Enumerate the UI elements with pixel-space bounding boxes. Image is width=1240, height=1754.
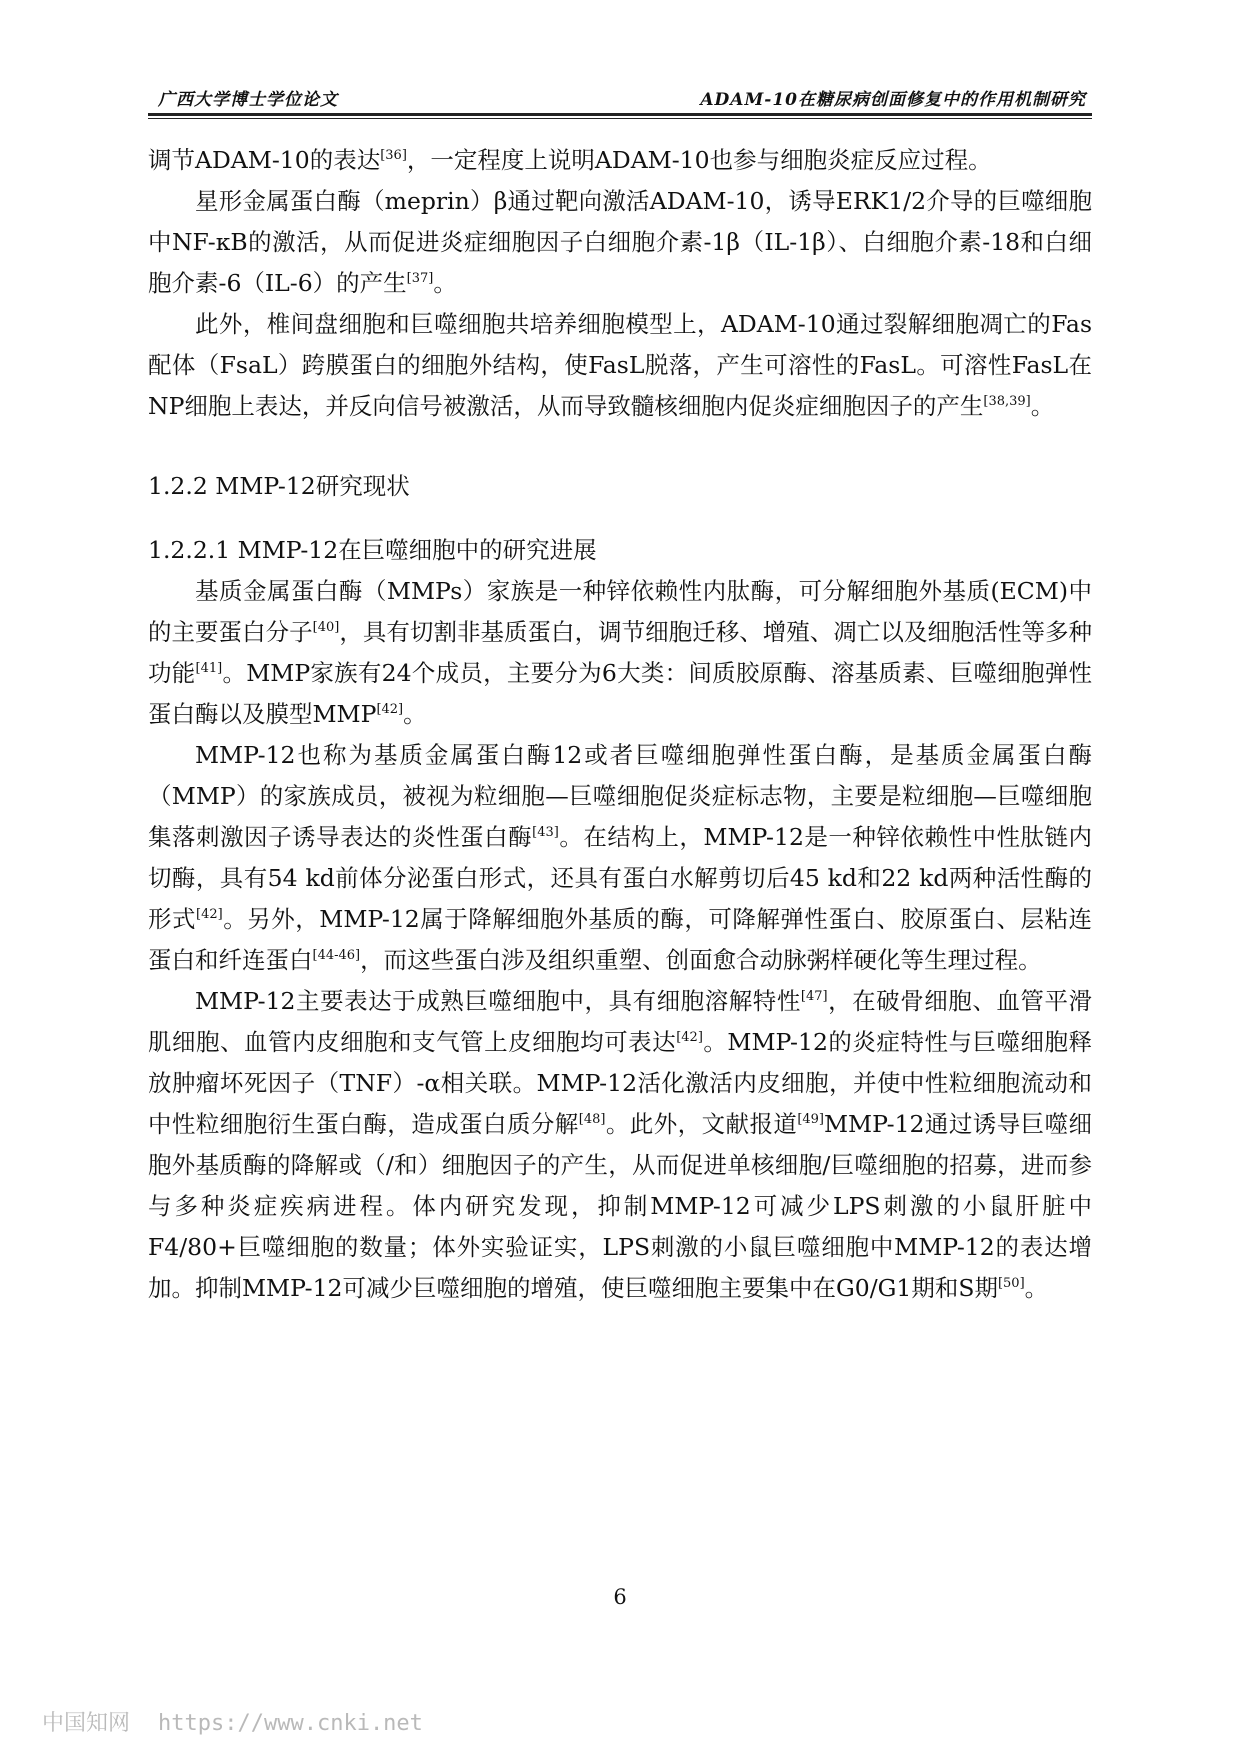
citation-ref: [44-46] — [312, 948, 361, 963]
page-body — [148, 140, 1092, 1309]
watermark-url: https://www.cnki.net — [158, 1711, 423, 1736]
text-run: 。 — [1030, 392, 1055, 420]
cnki-watermark — [42, 1706, 423, 1737]
paragraph-mmp12-expression — [148, 981, 1092, 1309]
text-run: ，而这些蛋白涉及组织重塑、创面愈合动脉粥样硬化等生理过程。 — [360, 946, 1042, 974]
citation-ref: [42] — [676, 1030, 703, 1045]
header-thesis-title: ADAM-10在糖尿病创面修复中的作用机制研究 — [700, 90, 1086, 110]
text-run: 。 — [433, 269, 457, 297]
citation-ref: [38,39] — [983, 394, 1031, 409]
header-thesis-label: 广西大学博士学位论文 — [158, 90, 338, 110]
text-run: ，具有切割非基质蛋白，调节细胞迁移、增殖、凋亡以及细胞活性等多种功能 — [148, 618, 1093, 687]
text-run: 。MMP家族有24个成员，主要分为6大类：间质胶原酶、溶基质素、巨噬细胞弹性蛋白酶以及膜型MMP — [148, 659, 1092, 728]
text-run: MMP-12也称为基质金属蛋白酶12或者巨噬细胞弹性蛋白酶，是基质金属蛋白酶（MMP）的家族成员，被视为粒细胞—巨噬细胞促炎症标志物，主要是粒细胞—巨噬细胞集落刺激因子诱导表达的炎性蛋白酶 — [148, 741, 1092, 851]
text-run: MMP-12通过诱导巨噬细胞外基质酶的降解或（/和）细胞因子的产生，从而促进单核细胞/巨噬细胞的招募，进而参与多种炎症疾病进程。体内研究发现，抑制MMP-12可减少LPS刺激的小鼠肝脏中F4/80+巨噬细胞的数量；体外实验证实，LPS刺激的小鼠巨噬细胞中MMP-12的表达增加。抑制MMP-12可减少巨噬细胞的增殖，使巨噬细胞主要集中在G0/G1期和S期 — [148, 1110, 1093, 1302]
paragraph-mmp12-definition — [148, 735, 1092, 981]
text-run: 。另外，MMP-12属于降解细胞外基质的酶，可降解弹性蛋白、胶原蛋白、层粘连蛋白和纤连蛋白 — [148, 905, 1093, 974]
paragraph-mmps — [148, 571, 1092, 735]
text-run: 。此外，文献报道 — [605, 1110, 798, 1138]
citation-ref: [49] — [797, 1112, 824, 1127]
citation-ref: [37] — [406, 271, 434, 286]
text-run: 。 — [403, 700, 427, 728]
paragraph-continued — [148, 140, 1092, 181]
text-run: 基质金属蛋白酶（MMPs）家族是一种锌依赖性内肽酶，可分解细胞外基质(ECM)中的主要蛋白分子 — [148, 577, 1092, 646]
text-run: ，在破骨细胞、血管平滑肌细胞、血管内皮细胞和支气管上皮细胞均可表达 — [148, 987, 1092, 1056]
paragraph-fasl — [148, 304, 1092, 427]
running-header — [148, 85, 1092, 111]
text-run: 调节ADAM-10的表达 — [148, 146, 381, 174]
text-run: ，一定程度上说明ADAM-10也参与细胞炎症反应过程。 — [406, 146, 992, 174]
subsection-heading: 1.2.2.1 MMP-12在巨噬细胞中的研究进展 — [148, 536, 597, 564]
citation-ref: [48] — [578, 1112, 606, 1127]
section-heading: 1.2.2 MMP-12研究现状 — [148, 472, 410, 500]
citation-ref: [36] — [380, 148, 407, 163]
header-rule-thick — [148, 113, 1092, 116]
text-run: MMP-12主要表达于成熟巨噬细胞中，具有细胞溶解特性 — [195, 987, 801, 1015]
watermark-name: 中国知网 — [42, 1711, 131, 1736]
citation-ref: [50] — [997, 1276, 1025, 1291]
text-run: 。 — [1024, 1274, 1049, 1302]
citation-ref: [40] — [312, 620, 340, 635]
citation-ref: [42] — [196, 907, 223, 922]
text-run: 此外，椎间盘细胞和巨噬细胞共培养细胞模型上，ADAM-10通过裂解细胞凋亡的Fas配体（FsaL）跨膜蛋白的细胞外结构，使FasL脱落，产生可溶性的FasL。可溶性FasL在NP细胞上表达，并反向信号被激活，从而导致髓核细胞内促炎症细胞因子的产生 — [148, 310, 1092, 420]
citation-ref: [41] — [195, 661, 223, 676]
citation-ref: [43] — [532, 825, 559, 840]
text-run: 星形金属蛋白酶（meprin）β通过靶向激活ADAM-10，诱导ERK1/2介导的巨噬细胞中NF-κB的激活，从而促进炎症细胞因子白细胞介素-1β（IL-1β）、白细胞介素-18和白细胞介素-6（IL-6）的产生 — [148, 187, 1092, 297]
citation-ref: [42] — [376, 702, 404, 717]
citation-ref: [47] — [800, 989, 828, 1004]
header-rule-thin — [148, 118, 1092, 119]
page-number: 6 — [613, 1585, 627, 1609]
text-run: 。在结构上，MMP-12是一种锌依赖性中性肽链内切酶，具有54 kd前体分泌蛋白形式，还具有蛋白水解剪切后45 kd和22 kd两种活性酶的形式 — [148, 823, 1093, 933]
paragraph-meprin — [148, 181, 1092, 304]
text-run: 。MMP-12的炎症特性与巨噬细胞释放肿瘤坏死因子（TNF）-α相关联。MMP-12活化激活内皮细胞，并使中性粒细胞流动和中性粒细胞衍生蛋白酶，造成蛋白质分解 — [148, 1028, 1093, 1138]
